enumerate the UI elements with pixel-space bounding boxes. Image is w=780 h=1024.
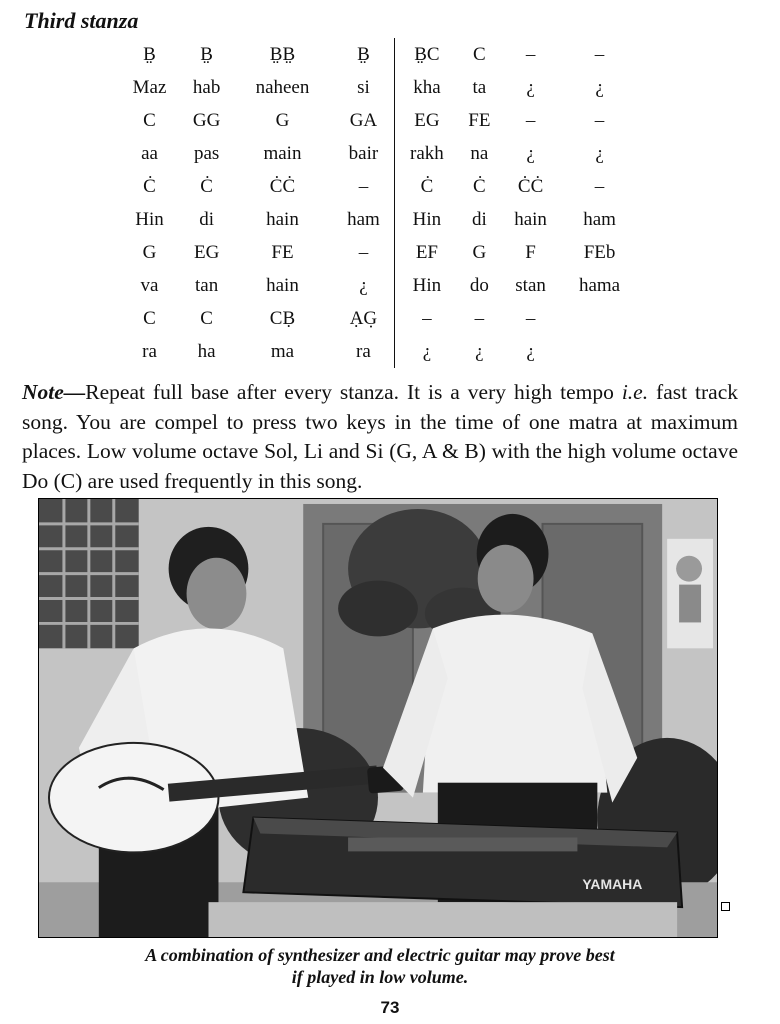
notation-cell: hain bbox=[514, 209, 547, 230]
window-grille bbox=[39, 499, 139, 648]
note-text-part-2: fast track song. You are compel to press two keys in the time of one matra at maximum places. Low volume octave Sol, Li and Si (G, A & B) with the high volume octave Do (C) are used frequently in this song. bbox=[22, 380, 738, 493]
notation-cell: FEb bbox=[583, 242, 616, 263]
notation-cell: ¿ bbox=[595, 143, 604, 164]
notation-cell: Ċ bbox=[395, 170, 459, 203]
notation-cell: G bbox=[142, 242, 157, 263]
notation-cell: si bbox=[357, 77, 370, 98]
lyrics-row bbox=[118, 269, 638, 302]
notation-cell: ¿ bbox=[395, 335, 459, 368]
notation-cell: FE bbox=[271, 242, 294, 263]
notation-cell: hain bbox=[266, 209, 299, 230]
notation-cell: FE bbox=[468, 110, 491, 131]
notes-row bbox=[118, 170, 638, 203]
notation-cell: Hin bbox=[395, 203, 459, 236]
notation-cell: EG bbox=[395, 104, 459, 137]
notation-cell: G bbox=[472, 242, 487, 263]
notation-cell: CḄ bbox=[269, 308, 296, 329]
notation-cell: – bbox=[358, 176, 369, 197]
notation-cell: – bbox=[594, 110, 605, 131]
notation-cell: B̤ bbox=[143, 44, 156, 65]
notation-cell: ¿ bbox=[526, 143, 535, 164]
notation-cell bbox=[561, 335, 638, 368]
notation-cell: ra bbox=[142, 341, 157, 362]
photo-caption bbox=[40, 944, 720, 988]
notation-cell: ẠG̣ bbox=[349, 308, 378, 329]
notation-cell: B̤C bbox=[395, 38, 459, 71]
notation-cell: tan bbox=[195, 275, 219, 296]
notation-cell: kha bbox=[395, 71, 459, 104]
notation-cell: – bbox=[525, 44, 536, 65]
notation-cell: B̤B̤ bbox=[269, 44, 296, 65]
notation-cell: Ċ bbox=[143, 176, 156, 197]
notes-row bbox=[118, 236, 638, 269]
notation-cell: C bbox=[143, 110, 156, 131]
notation-table bbox=[118, 38, 638, 368]
notation-cell: pas bbox=[193, 143, 220, 164]
notation-cell: – bbox=[525, 110, 536, 131]
notation-cell: na bbox=[470, 143, 489, 164]
notation-cell: ¿ bbox=[475, 341, 484, 362]
notation-cell: Hin bbox=[395, 269, 459, 302]
note-lead: Note— bbox=[22, 380, 86, 404]
notation-cell: C bbox=[473, 44, 486, 65]
wooden-table bbox=[209, 902, 678, 937]
note-paragraph bbox=[22, 378, 738, 496]
notation-cell: C bbox=[143, 308, 156, 329]
notation-cell: F bbox=[525, 242, 536, 263]
lyrics-row bbox=[118, 137, 638, 170]
notation-cell: G bbox=[275, 110, 290, 131]
wall-poster bbox=[667, 539, 713, 649]
note-text-part-1: Repeat full base after every stanza. It is a very high tempo bbox=[85, 380, 622, 404]
notation-cell: GA bbox=[349, 110, 378, 131]
notation-cell: B̤ bbox=[200, 44, 213, 65]
notation-cell: di bbox=[199, 209, 215, 230]
stanza-heading: Third stanza bbox=[24, 8, 139, 33]
notation-cell: – bbox=[594, 44, 605, 65]
notation-cell: hama bbox=[578, 275, 621, 296]
keyboard-brand-label: YAMAHA bbox=[582, 876, 643, 893]
notation-cell: ĊĊ bbox=[517, 176, 544, 197]
notation-cell: main bbox=[263, 143, 302, 164]
notation-cell: stan bbox=[515, 275, 546, 296]
notation-cell: ¿ bbox=[359, 275, 368, 296]
notation-cell: ¿ bbox=[526, 77, 535, 98]
notation-cell: – bbox=[525, 308, 536, 329]
notation-cell: Ċ bbox=[200, 176, 213, 197]
notation-cell: ma bbox=[270, 341, 295, 362]
notation-cell: hab bbox=[192, 77, 221, 98]
lyrics-row bbox=[118, 71, 638, 104]
notation-cell: EG bbox=[193, 242, 220, 263]
notation-cell: Maz bbox=[132, 77, 167, 98]
notation-cell: va bbox=[140, 275, 159, 296]
notation-cell: B̤ bbox=[357, 44, 370, 65]
notation-cell: do bbox=[469, 275, 489, 296]
notation-cell: ¿ bbox=[526, 341, 535, 362]
notation-cell: ĊĊ bbox=[269, 176, 296, 197]
notation-cell: rakh bbox=[395, 137, 459, 170]
lyrics-row bbox=[118, 335, 638, 368]
notation-body bbox=[118, 38, 638, 368]
musicians-photo bbox=[38, 498, 718, 938]
photo-illustration bbox=[39, 499, 717, 937]
notation-cell: ta bbox=[472, 77, 487, 98]
yamaha-keyboard bbox=[243, 818, 682, 908]
notation-cell: ha bbox=[197, 341, 216, 362]
notation-cell: ra bbox=[356, 341, 371, 362]
notation-cell: naheen bbox=[255, 77, 310, 98]
notation-cell: Hin bbox=[135, 209, 164, 230]
notation-cell: hain bbox=[266, 275, 299, 296]
page-number: 73 bbox=[380, 998, 400, 1017]
notes-row bbox=[118, 302, 638, 335]
notation-cell: – bbox=[474, 308, 485, 329]
notation-cell: bair bbox=[348, 143, 379, 164]
caption-line-2: if played in low volume. bbox=[291, 967, 469, 987]
notation-cell: – bbox=[358, 242, 369, 263]
notation-cell: C bbox=[200, 308, 213, 329]
caption-line-1: A combination of synthesizer and electric guitar may prove best bbox=[145, 945, 615, 965]
lyrics-row bbox=[118, 203, 638, 236]
notation-cell: – bbox=[594, 176, 605, 197]
notation-cell: Ċ bbox=[473, 176, 486, 197]
notation-cell: ham bbox=[347, 209, 380, 230]
notation-cell bbox=[561, 302, 638, 335]
notation-cell: ¿ bbox=[595, 77, 604, 98]
notes-row bbox=[118, 104, 638, 137]
notation-cell: ham bbox=[583, 209, 616, 230]
notation-cell: aa bbox=[141, 143, 158, 164]
notes-row bbox=[118, 38, 638, 71]
notation-cell: GG bbox=[192, 110, 221, 131]
corner-marker bbox=[721, 902, 730, 911]
notation-cell: EF bbox=[395, 236, 459, 269]
notation-cell: – bbox=[395, 302, 459, 335]
notation-cell: di bbox=[471, 209, 487, 230]
note-ie: i.e. bbox=[621, 380, 649, 404]
